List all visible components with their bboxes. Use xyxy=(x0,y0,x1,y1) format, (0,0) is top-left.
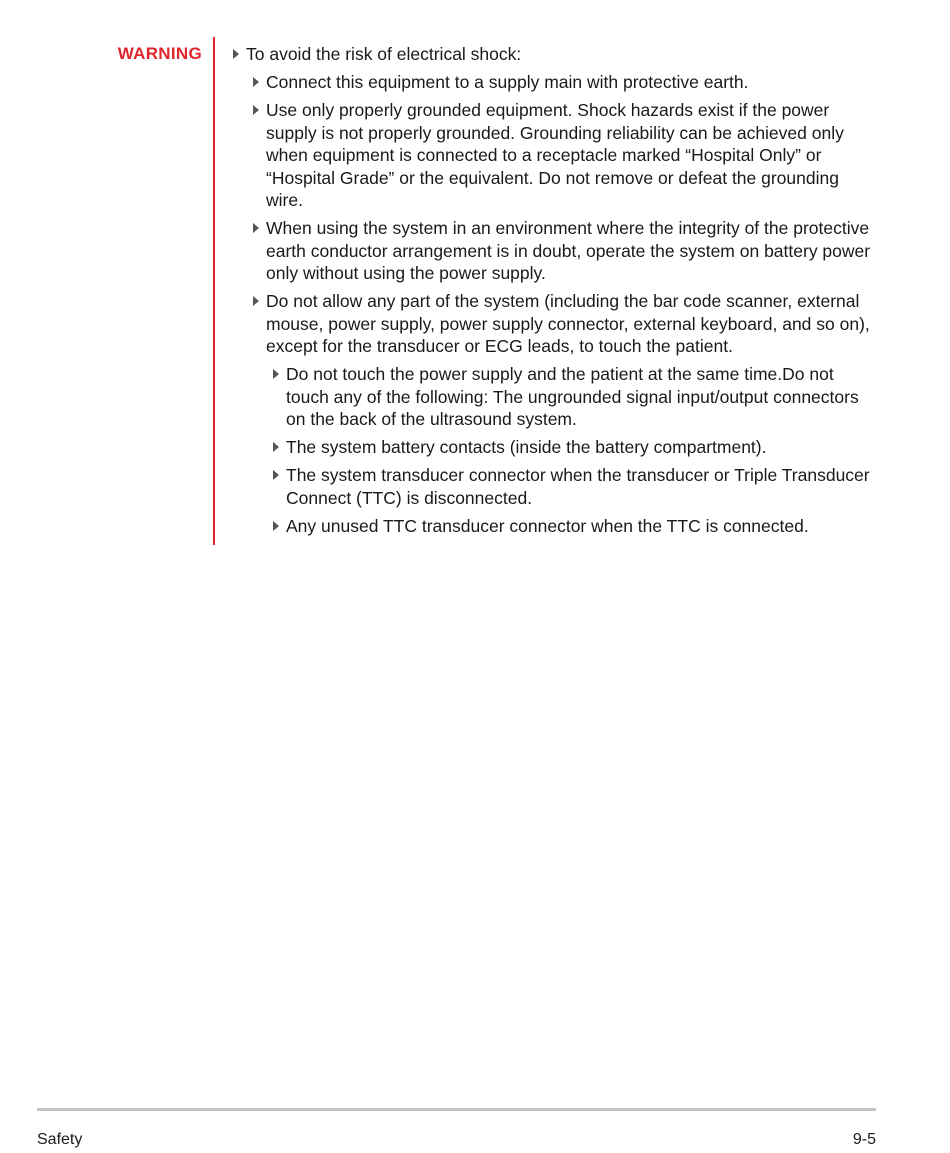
triangle-bullet-icon xyxy=(253,105,259,115)
triangle-bullet-icon xyxy=(273,369,279,379)
triangle-bullet-icon xyxy=(233,49,239,59)
warning-item-text: To avoid the risk of electrical shock: xyxy=(246,44,522,64)
warning-item-text: When using the system in an environment where the integrity of the protective earth conductor arrangement is in doubt, operate the system on battery power only without using the power supply. xyxy=(266,218,871,283)
warning-item xyxy=(231,43,871,66)
triangle-bullet-icon xyxy=(273,470,279,480)
warning-item xyxy=(231,436,871,459)
triangle-bullet-icon xyxy=(253,77,259,87)
footer-section-title: Safety xyxy=(37,1131,83,1148)
warning-item xyxy=(231,99,871,212)
triangle-bullet-icon xyxy=(253,223,259,233)
footer-divider xyxy=(37,1108,876,1111)
warning-item-text: Use only properly grounded equipment. Shock hazards exist if the power supply is not properly grounded. Grounding reliability can be achieved only when equipment is connected to a receptacle marked “Hospital Only” or “Hospital Grade” or the equivalent. Do not remove or defeat the grounding wire. xyxy=(266,100,844,210)
warning-item-text: Any unused TTC transducer connector when the TTC is connected. xyxy=(286,515,809,536)
warning-item xyxy=(231,515,871,538)
warning-item-text: Do not allow any part of the system (including the bar code scanner, external mouse, power supply, power supply connector, external keyboard, and so on), except for the transducer or ECG leads, to touch the patient. xyxy=(266,291,870,356)
triangle-bullet-icon xyxy=(273,442,279,452)
warning-item xyxy=(231,217,871,285)
warning-item xyxy=(231,464,871,509)
warning-item xyxy=(231,71,871,94)
warning-label: WARNING xyxy=(117,44,202,63)
warning-item-text: The system battery contacts (inside the battery compartment). xyxy=(286,437,767,457)
triangle-bullet-icon xyxy=(273,521,279,531)
warning-item-text: The system transducer connector when the transducer or Triple Transducer Connect (TTC) is disconnected. xyxy=(286,465,870,508)
warning-item xyxy=(231,363,871,431)
warning-item xyxy=(231,290,871,358)
warning-list xyxy=(231,43,871,543)
footer-page-number: 9-5 xyxy=(852,1131,876,1148)
triangle-bullet-icon xyxy=(253,296,259,306)
warning-item-text: Connect this equipment to a supply main with protective earth. xyxy=(266,72,749,92)
warning-divider xyxy=(213,37,215,545)
warning-item-text: Do not touch the power supply and the patient at the same time.Do not touch any of the following: The ungrounded signal input/output connectors on the back of the ultrasound system. xyxy=(286,364,859,429)
